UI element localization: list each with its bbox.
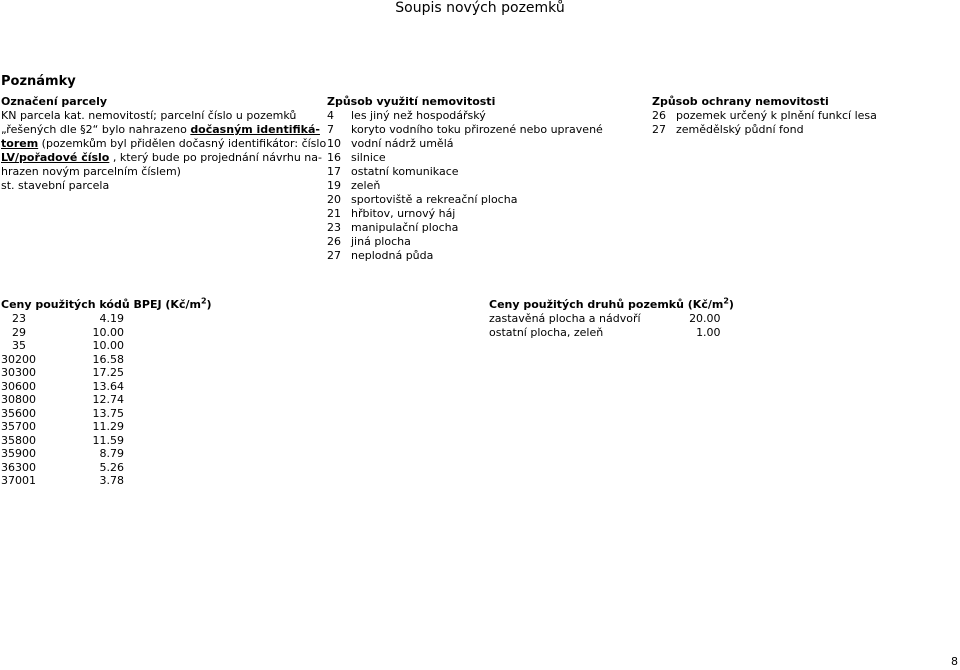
- oznaceni-line: [1, 137, 326, 151]
- poznamky-heading: Poznámky: [1, 74, 76, 89]
- item-code: 26: [652, 109, 666, 122]
- table-row: [1, 353, 124, 367]
- oznaceni-parcely-section: [1, 95, 326, 193]
- bpej-kod: 30600: [1, 379, 36, 393]
- page-title: Soupis nových pozemků: [395, 0, 565, 16]
- druh-pozemku: zastavěná plocha a nádvoří: [489, 312, 641, 325]
- table-row: [1, 447, 124, 461]
- oznaceni-text: , který bude po projednání návrhu na-: [109, 151, 322, 164]
- ceny-druhy-table: [489, 312, 721, 340]
- table-row: [1, 366, 124, 380]
- bpej-kod: 35900: [1, 447, 36, 460]
- ceny-bpej-heading-text: Ceny použitých kódů BPEJ (Kč/m: [1, 298, 201, 311]
- bpej-kod: 35: [12, 339, 26, 352]
- bpej-cena: 4.19: [99, 312, 124, 325]
- ochrany-section: [652, 95, 877, 137]
- bpej-cena: 17.25: [92, 366, 124, 379]
- table-row: [489, 312, 721, 326]
- list-item: [327, 109, 603, 123]
- vyuziti-list: [327, 109, 603, 263]
- druh-cena: 1.00: [696, 326, 721, 339]
- bpej-cena: 13.75: [92, 406, 124, 420]
- item-description: pozemek určený k plnění funkcí lesa: [676, 109, 877, 122]
- list-item: [327, 123, 603, 137]
- list-item: [327, 179, 603, 193]
- bpej-kod: 36300: [1, 460, 36, 474]
- bpej-cena: 16.58: [92, 352, 124, 366]
- item-description: vodní nádrž umělá: [351, 137, 454, 150]
- bpej-cena: 10.00: [92, 339, 124, 352]
- item-description: jiná plocha: [351, 235, 411, 248]
- oznaceni-line: [1, 151, 326, 165]
- list-item: [327, 235, 603, 249]
- ochrany-list: [652, 109, 877, 137]
- item-code: 23: [327, 221, 341, 234]
- ceny-druhy-heading-end: ): [728, 298, 734, 311]
- item-code: 10: [327, 137, 341, 150]
- list-item: [327, 221, 603, 235]
- bpej-cena: 8.79: [99, 447, 124, 460]
- ceny-bpej-heading-sup: 2: [200, 296, 207, 306]
- item-code: 27: [327, 249, 341, 262]
- table-row: [489, 326, 721, 340]
- item-description: zemědělský půdní fond: [676, 123, 804, 136]
- item-code: 16: [327, 151, 341, 164]
- list-item: [652, 109, 877, 123]
- bpej-cena: 10.00: [92, 325, 124, 339]
- bpej-kod: 35600: [1, 406, 36, 420]
- oznaceni-line: [1, 123, 326, 137]
- druh-cena: 20.00: [689, 312, 721, 325]
- ceny-bpej-heading-end: ): [206, 298, 212, 311]
- table-row: [1, 407, 124, 421]
- item-description: hřbitov, urnový háj: [351, 207, 456, 220]
- item-code: 27: [652, 123, 666, 136]
- oznaceni-text: (pozemkům byl přidělen dočasný identifikátor: číslo: [38, 137, 327, 150]
- oznaceni-line: st. stavební parcela: [1, 179, 110, 192]
- druh-pozemku: ostatní plocha, zeleň: [489, 326, 604, 339]
- docasny-identifikator-term: dočasným identifiká-: [190, 123, 320, 136]
- item-description: silnice: [351, 151, 386, 164]
- item-description: koryto vodního toku přirozené nebo upravené: [351, 123, 603, 136]
- item-description: manipulační plocha: [351, 221, 459, 234]
- item-description: les jiný než hospodářský: [351, 109, 486, 122]
- list-item: [327, 137, 603, 151]
- table-row: [1, 461, 124, 475]
- item-code: 20: [327, 193, 341, 206]
- docasny-identifikator-term: torem: [1, 137, 39, 150]
- bpej-cena: 5.26: [99, 460, 124, 474]
- item-description: ostatní komunikace: [351, 165, 459, 178]
- ceny-druhy-heading-sup: 2: [723, 296, 729, 306]
- bpej-cena: 3.78: [99, 474, 124, 487]
- table-row: [1, 434, 124, 448]
- table-row: [1, 393, 124, 407]
- item-description: zeleň: [351, 179, 381, 192]
- table-row: [1, 312, 124, 326]
- oznaceni-line: KN parcela kat. nemovitostí; parcelní číslo u pozemků: [1, 109, 297, 122]
- bpej-kod: 29: [12, 325, 26, 339]
- bpej-cena: 12.74: [92, 393, 124, 406]
- lv-poradove-cislo-term: LV/pořadové číslo: [1, 151, 110, 164]
- bpej-kod: 35800: [1, 433, 36, 447]
- item-code: 19: [327, 179, 341, 192]
- ceny-druhy-heading-text: Ceny použitých druhů pozemků (Kč/m: [489, 298, 724, 311]
- item-code: 21: [327, 207, 341, 220]
- table-row: [1, 420, 124, 434]
- item-code: 4: [327, 109, 334, 122]
- bpej-kod: 23: [12, 312, 26, 325]
- vyuziti-heading: Způsob využití nemovitosti: [327, 95, 496, 108]
- bpej-kod: 30300: [1, 366, 36, 379]
- table-row: [1, 474, 124, 488]
- item-code: 17: [327, 165, 341, 178]
- page-number: 8: [951, 655, 958, 668]
- ochrany-heading: Způsob ochrany nemovitosti: [652, 95, 829, 108]
- vyuziti-section: [327, 95, 603, 263]
- bpej-kod: 30800: [1, 393, 36, 406]
- item-code: 7: [327, 123, 334, 136]
- table-row: [1, 380, 124, 394]
- item-code: 26: [327, 235, 341, 248]
- bpej-kod: 37001: [1, 474, 36, 487]
- oznaceni-text: „řešených dle §2“ bylo nahrazeno: [1, 123, 191, 136]
- bpej-cena: 11.29: [92, 420, 124, 433]
- oznaceni-line: hrazen novým parcelním číslem): [1, 165, 181, 178]
- bpej-kod: 35700: [1, 420, 36, 433]
- oznaceni-parcely-heading: Označení parcely: [1, 95, 108, 108]
- item-description: sportoviště a rekreační plocha: [351, 193, 518, 206]
- list-item: [327, 193, 603, 207]
- item-description: neplodná půda: [351, 249, 434, 262]
- list-item: [327, 207, 603, 221]
- bpej-cena: 11.59: [92, 433, 124, 447]
- list-item: [327, 151, 603, 165]
- bpej-cena: 13.64: [92, 379, 124, 393]
- bpej-kod: 30200: [1, 352, 36, 366]
- table-row: [1, 326, 124, 340]
- ceny-bpej-heading: [1, 298, 212, 312]
- list-item: [652, 123, 877, 137]
- list-item: [327, 165, 603, 179]
- ceny-druhy-heading: [489, 298, 734, 312]
- ceny-bpej-table: [1, 312, 124, 488]
- table-row: [1, 339, 124, 353]
- list-item: [327, 249, 603, 263]
